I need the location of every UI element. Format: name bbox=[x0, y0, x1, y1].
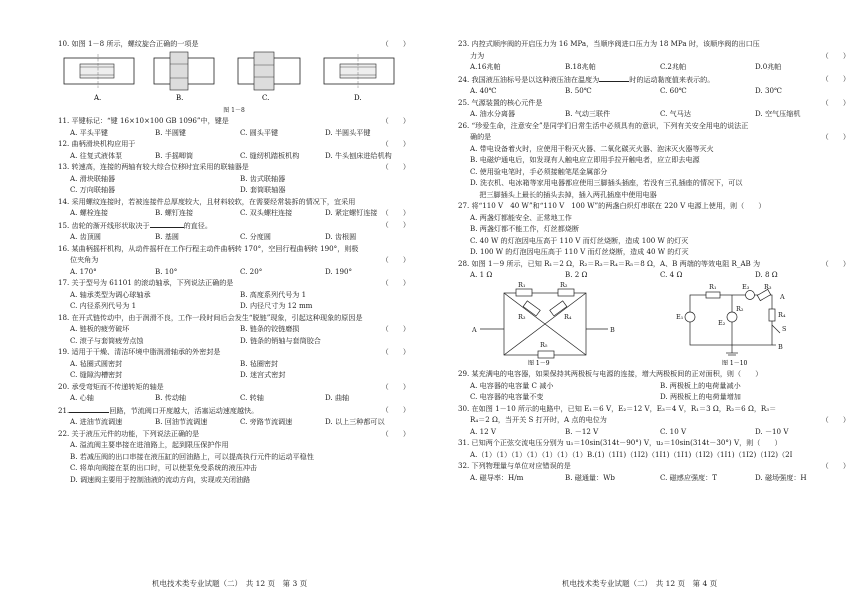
label-b: B bbox=[778, 342, 783, 351]
question-stem: 确的是 bbox=[470, 132, 492, 141]
label-r3: R₃ bbox=[764, 282, 772, 291]
option: B. 磁通量：Wb bbox=[565, 472, 615, 482]
question-stem: 力为 bbox=[470, 50, 485, 60]
options bbox=[58, 184, 410, 196]
option: D. 以上三种都可以 bbox=[325, 417, 385, 426]
question-18-stem: 18. 在开式链传动中，由于润滑不良，工作一段时间后会发生“脱链”现象，引起这种现象的原因是 bbox=[58, 312, 363, 322]
option: C. 缝纫机踏板机构 bbox=[240, 150, 300, 160]
answer-paren: （ ） bbox=[381, 208, 410, 217]
label-r1: R₁ bbox=[709, 282, 717, 291]
question-stem: 19. 适用于干燥、清洁环境中脂润滑轴承的外密封是 bbox=[58, 347, 221, 356]
options bbox=[58, 173, 410, 185]
question-stem: 11. 平键标记：“键 16×10×100 GB 1096”中，键是 bbox=[58, 116, 229, 125]
option: D. 空气压缩机 bbox=[755, 109, 801, 118]
thread-drawing-a bbox=[64, 54, 134, 88]
option: B. 螺钉连接 bbox=[155, 208, 194, 217]
option: D. 两极板上的电荷量增加 bbox=[660, 392, 741, 401]
stem-part: 21. bbox=[58, 405, 70, 415]
options bbox=[458, 61, 850, 73]
option: D. 链条的销轴与套筒胶合 bbox=[240, 335, 321, 345]
question-24 bbox=[458, 73, 850, 86]
question-13 bbox=[58, 161, 410, 173]
options bbox=[58, 323, 410, 335]
option: B. 高度系列代号为 1 bbox=[240, 289, 307, 299]
question-22 bbox=[58, 428, 410, 440]
option: B. 10° bbox=[155, 266, 178, 276]
option: A. 油水分离器 bbox=[470, 109, 516, 118]
label-s: S bbox=[782, 324, 787, 333]
option: D. 调速阀主要用于控制油液的流动方向，实现或关闭油路 bbox=[70, 474, 251, 484]
option: C. 使用验电笔时，手必须接触笔尾金属部分 bbox=[470, 166, 608, 176]
answer-paren: （ ） bbox=[381, 324, 410, 333]
option: C. 4 Ω bbox=[660, 270, 683, 279]
blank bbox=[69, 404, 109, 413]
option: A. 170° bbox=[70, 266, 97, 276]
label-r1: R₁ bbox=[518, 280, 526, 289]
fig-label-b: B. bbox=[176, 93, 184, 102]
option: A. 12 V bbox=[470, 426, 497, 436]
option: A. 进油节流调速 bbox=[70, 417, 123, 426]
option: A. 轴承类型为调心球轴承 bbox=[70, 289, 151, 299]
question-11 bbox=[58, 115, 410, 127]
option: B. 两盏灯都不能工作，灯丝都烧断 bbox=[470, 224, 580, 233]
option: A.16兆帕 bbox=[470, 62, 501, 71]
answer-paren: （ ） bbox=[381, 116, 410, 125]
question-29-stem: 29. 某充满电的电容器，如果保持其两极板与电源的连接，增大两极板间的正对面积，则（ ） bbox=[458, 369, 763, 378]
options bbox=[58, 300, 410, 312]
question-28 bbox=[458, 258, 850, 270]
page-footer: 机电技术类专业试题（二） 共 12 页 第 4 页 bbox=[562, 579, 718, 588]
stem-part: 15. 齿轮的渐开线形状取决于 bbox=[58, 220, 150, 230]
label-r4: R₄ bbox=[778, 310, 786, 319]
option: D. 迷宫式密封 bbox=[240, 370, 286, 379]
question-23 bbox=[458, 50, 850, 62]
option: D.0兆帕 bbox=[755, 62, 782, 71]
figure-1-9-caption: 图 1－9 bbox=[528, 359, 550, 365]
option: C. 60℃ bbox=[660, 86, 687, 95]
question-stem: 13. 转速高，连接的两轴有较大综合位移时宜采用的联轴器是 bbox=[58, 162, 249, 171]
figure-1-10-caption: 图 1－10 bbox=[722, 359, 748, 365]
question-20 bbox=[58, 381, 410, 393]
blank bbox=[599, 73, 629, 82]
question-stem: 28. 如图 1－9 所示，已知 R₁＝2 Ω，R₂＝R₃＝R₄＝R₅＝8 Ω，A、B 两端的等效电阻 R_AB 为 bbox=[458, 258, 761, 268]
option: B. 半圆键 bbox=[155, 127, 187, 137]
option: B. 若减压阀的出口串接在液压缸的回油路上，可以提高执行元件的运动平稳性 bbox=[70, 451, 314, 461]
question-30 bbox=[458, 414, 850, 426]
option: 把三脚插头上最长的插头去掉，插入两孔插座中使用电器 bbox=[470, 189, 657, 199]
option: A. 溢流阀主要串接在进油路上，起到限压保护作用 bbox=[70, 440, 229, 449]
option: D. 齿根圆 bbox=[325, 232, 357, 241]
question-stem bbox=[58, 404, 410, 417]
option: A. 心轴 bbox=[70, 393, 94, 402]
option: A. 电容器的电容量 C 减小 bbox=[470, 380, 554, 390]
options bbox=[458, 108, 850, 120]
question-16 bbox=[58, 254, 410, 266]
label-a: A bbox=[472, 325, 477, 334]
question-14-stem: 14. 采用螺纹连接时，若被连接件总厚度较大，且材料较软，在需要经常装拆的情况下，宜采用 bbox=[58, 196, 356, 206]
answer-paren: （ ） bbox=[821, 132, 850, 141]
options bbox=[458, 269, 850, 281]
option: D. 套筒联轴器 bbox=[240, 185, 286, 194]
option: A. 链板的疲劳破坏 bbox=[70, 324, 130, 333]
option: C. 10 V bbox=[660, 426, 687, 436]
options bbox=[58, 266, 410, 278]
question-stem: 20. 承受弯矩而不传递转矩的轴是 bbox=[58, 381, 164, 391]
answer-paren: （ ） bbox=[381, 162, 410, 171]
answer-paren: （ ） bbox=[821, 461, 850, 470]
question-12 bbox=[58, 138, 410, 150]
option: B. 链条的铰链磨损 bbox=[240, 324, 300, 333]
options bbox=[58, 150, 410, 162]
option: C. 40 W 的灯泡因电压高于 110 V 而灯丝烧断，造成 100 W 的灯灭 bbox=[470, 235, 689, 245]
question-26 bbox=[458, 131, 850, 143]
page-footer: 机电技术类专业试题（二） 共 12 页 第 3 页 bbox=[152, 579, 308, 588]
question-21 bbox=[58, 404, 410, 417]
question-25 bbox=[458, 97, 850, 109]
option: B. 传动轴 bbox=[155, 393, 187, 402]
question-27-stem: 27. 将“110 V 40 W”和“110 V 100 W”的两盏白炽灯串联在 220 V 电源上使用，则（ ） bbox=[458, 201, 766, 210]
option: D. 190° bbox=[325, 266, 353, 276]
figure-caption: 图 1－8 bbox=[223, 107, 245, 114]
option: C. 双头螺柱连接 bbox=[240, 208, 293, 217]
answer-paren: （ ） bbox=[381, 381, 410, 391]
option: B. 50℃ bbox=[565, 86, 592, 95]
answer-paren: （ ） bbox=[381, 219, 410, 229]
question-10 bbox=[58, 38, 410, 50]
blank bbox=[150, 219, 184, 228]
options bbox=[58, 335, 410, 347]
stem-part: 24. 我国液压油标号是以这种液压油在温度为 bbox=[458, 74, 600, 84]
answer-paren: （ ） bbox=[821, 73, 850, 83]
option: D. 紧定螺钉连接 bbox=[325, 208, 378, 217]
fig-label-d: D. bbox=[354, 93, 362, 102]
question-stem: R₄＝2 Ω，当开关 S 打开时，A 点的电位为 bbox=[470, 415, 607, 424]
answer-paren: （ ） bbox=[381, 428, 410, 438]
question-15 bbox=[58, 219, 410, 232]
question-19 bbox=[58, 346, 410, 358]
option: A. 40℃ bbox=[470, 86, 497, 95]
label-e2: E₂ bbox=[718, 318, 726, 327]
question-stem: 17. 关于型号为 61101 的滚动轴承，下列说法正确的是 bbox=[58, 278, 234, 287]
answer-paren: （ ） bbox=[821, 50, 850, 60]
question-26-stem: 26. “珍爱生命，注意安全”是同学们日常生活中必须具有的意识，下列有关安全用电的说法正 bbox=[458, 120, 749, 130]
answer-paren: （ ） bbox=[821, 415, 850, 424]
option: A. 毡圈式圆密封 bbox=[70, 358, 123, 368]
option: C.2兆帕 bbox=[660, 62, 687, 71]
label-a: A bbox=[780, 292, 785, 301]
option: C. 磁感应强度：T bbox=[660, 472, 717, 482]
option: D. 30℃ bbox=[755, 86, 782, 95]
question-16-stem: 16. 某曲柄摇杆机构，从动件摇杆在工作行程主动件曲柄转 170°，空回行程曲柄转 190°，则极 bbox=[58, 243, 359, 253]
answer-paren: （ ） bbox=[381, 347, 410, 356]
option: D. 半圆头平键 bbox=[325, 127, 371, 137]
option: C. 旁路节流调速 bbox=[240, 417, 293, 426]
options bbox=[458, 380, 850, 392]
option: C. 电容器的电容量不变 bbox=[470, 392, 544, 401]
label-r2: R₂ bbox=[736, 304, 744, 313]
options bbox=[458, 426, 850, 438]
options-garbled: A.（1）（1）（1）（1）（1）（1）（1）B.(1)（1I1)（1I2)（1I1)（1I1)（1I2)（1I1)（1I2)（1I2)（2I bbox=[470, 449, 793, 459]
option: A. 磁导率：H/m bbox=[470, 472, 524, 482]
thread-drawing-d bbox=[324, 54, 394, 88]
answer-paren: （ ） bbox=[821, 97, 850, 107]
options bbox=[58, 392, 410, 404]
options bbox=[58, 416, 410, 428]
question-stem: 25. 气源装置的核心元件是 bbox=[458, 97, 543, 107]
question-31-stem: 31. 已知两个正弦交流电压分别为 u₁＝10sin(314t－90°) V，u₂＝10sin(314t－30°) V，则（ ） bbox=[458, 438, 782, 447]
circuit-figures bbox=[458, 281, 850, 365]
options bbox=[58, 289, 410, 301]
fig-label-c: C. bbox=[262, 93, 270, 102]
option: A. 齿顶圆 bbox=[70, 232, 101, 241]
label-r2: R₂ bbox=[560, 280, 568, 289]
option: B. 基圆 bbox=[155, 232, 179, 241]
label-r4: R₄ bbox=[564, 312, 572, 321]
fig-label-a: A. bbox=[94, 93, 102, 102]
option: A. 滑块联轴器 bbox=[70, 173, 116, 183]
label-b: B bbox=[610, 325, 615, 334]
option: D. 内径尺寸为 12 mm bbox=[240, 301, 313, 310]
right-page bbox=[430, 0, 860, 608]
option: D. 磁场强度：H bbox=[755, 472, 807, 482]
label-r3: R₃ bbox=[518, 312, 526, 321]
thread-drawing-c bbox=[238, 52, 300, 90]
question-17 bbox=[58, 277, 410, 289]
option: D. 洗衣机、电冰箱等家用电器都应使用三脚插头插座，若没有三孔插座的情况下，可以 bbox=[470, 178, 743, 187]
option: A. 螺栓连接 bbox=[70, 208, 109, 217]
options bbox=[458, 85, 850, 97]
question-stem: 位夹角为 bbox=[70, 255, 99, 264]
option: A. 往复式液体泵 bbox=[70, 150, 123, 160]
figure-1-10 bbox=[685, 289, 780, 355]
question-stem: 12. 曲柄滑块机构应用于 bbox=[58, 139, 136, 148]
option: D. 100 W 的灯泡因电压高于 110 V 而灯丝烧断，造成 40 W 的灯灭 bbox=[470, 247, 689, 256]
option: C. 转轴 bbox=[240, 393, 264, 402]
option: D. 曲轴 bbox=[325, 393, 350, 402]
option: C. 20° bbox=[240, 266, 263, 276]
option: D. －10 V bbox=[755, 426, 789, 436]
options bbox=[58, 127, 410, 139]
answer-paren: （ ） bbox=[381, 139, 410, 148]
answer-paren: （ ） bbox=[381, 39, 410, 48]
option: D. 牛头刨床进给机构 bbox=[325, 150, 392, 160]
option: A. 1 Ω bbox=[470, 270, 493, 279]
option: A. 两盏灯都能安全、正常地工作 bbox=[470, 212, 572, 222]
options bbox=[58, 207, 410, 219]
question-23-stem: 23. 内控式顺序阀的开启压力为 16 MPa，当顺序阀进口压力为 18 MPa 时，该顺序阀的出口压 bbox=[458, 39, 760, 48]
question-stem: 22. 关于液压元件的功能，下列说法正确的是 bbox=[58, 428, 200, 438]
option: B. 气动三联件 bbox=[565, 109, 611, 118]
option: C. 将单向阀接在泵的出口时，可以使泵免受系统的液压冲击 bbox=[70, 463, 258, 472]
option: B. 毡圈密封 bbox=[240, 358, 279, 368]
question-10-stem: 10. 如图 1－8 所示，螺纹旋合正确的一项是 bbox=[58, 39, 199, 48]
option: B. 2 Ω bbox=[565, 270, 588, 279]
option: B. －12 V bbox=[565, 426, 599, 436]
option: B. 手摇唧筒 bbox=[155, 150, 194, 160]
options bbox=[458, 391, 850, 403]
option: A. 平头平键 bbox=[70, 127, 109, 137]
options bbox=[58, 231, 410, 243]
options bbox=[458, 472, 850, 484]
answer-paren: （ ） bbox=[381, 278, 410, 287]
thread-drawing-b bbox=[154, 52, 214, 90]
question-32 bbox=[458, 460, 850, 472]
option: B. 两极板上的电荷量减小 bbox=[660, 380, 741, 390]
option: B. 电磁炉通电后，如发现有人触电应立即用手拉开触电者，应立即去电源 bbox=[470, 155, 700, 164]
question-stem bbox=[58, 219, 410, 232]
question-stem: 32. 下列物理量与单位对应错误的是 bbox=[458, 461, 571, 470]
option: C. 圆头平键 bbox=[240, 127, 279, 137]
options bbox=[58, 369, 410, 381]
option: D. 8 Ω bbox=[755, 270, 778, 279]
stem-part: 时的运动黏度值来表示的。 bbox=[629, 74, 715, 84]
option: C. 分度圆 bbox=[240, 232, 271, 241]
option: C. 内径系列代号为 1 bbox=[70, 301, 137, 310]
question-30-stem: 30. 在如图 1－10 所示的电路中，已知 E₁＝6 V，E₂＝12 V，E₃＝4 V，R₁＝3 Ω，R₂＝6 Ω，R₃＝ bbox=[458, 403, 777, 413]
option: B. 回油节流调速 bbox=[155, 417, 208, 426]
stem-part: 回路，节流阀口开度越大，活塞运动速度越快。 bbox=[109, 405, 259, 415]
label-e1: E₁ bbox=[676, 312, 684, 321]
options bbox=[58, 358, 410, 370]
option: A. 带电设备着火时，应使用干粉灭火器、二氧化碳灭火器、泡沫灭火器等灭火 bbox=[470, 143, 714, 153]
option: B.18兆帕 bbox=[565, 62, 596, 71]
figure-1-8 bbox=[58, 50, 410, 104]
question-stem bbox=[458, 73, 850, 86]
option: C. 万向联轴器 bbox=[70, 185, 116, 194]
stem-part: 的直径。 bbox=[183, 220, 212, 230]
option: C. 气马达 bbox=[660, 109, 691, 118]
label-r5: R₅ bbox=[540, 340, 548, 349]
option: C. 滚子与套筒疲劳点蚀 bbox=[70, 335, 144, 345]
label-e3: E₃ bbox=[742, 282, 750, 291]
answer-paren: （ ） bbox=[381, 255, 410, 264]
answer-paren: （ ） bbox=[381, 404, 410, 414]
option: B. 齿式联轴器 bbox=[240, 173, 286, 183]
option: C. 缝隙沟槽密封 bbox=[70, 370, 123, 379]
answer-paren: （ ） bbox=[821, 258, 850, 268]
